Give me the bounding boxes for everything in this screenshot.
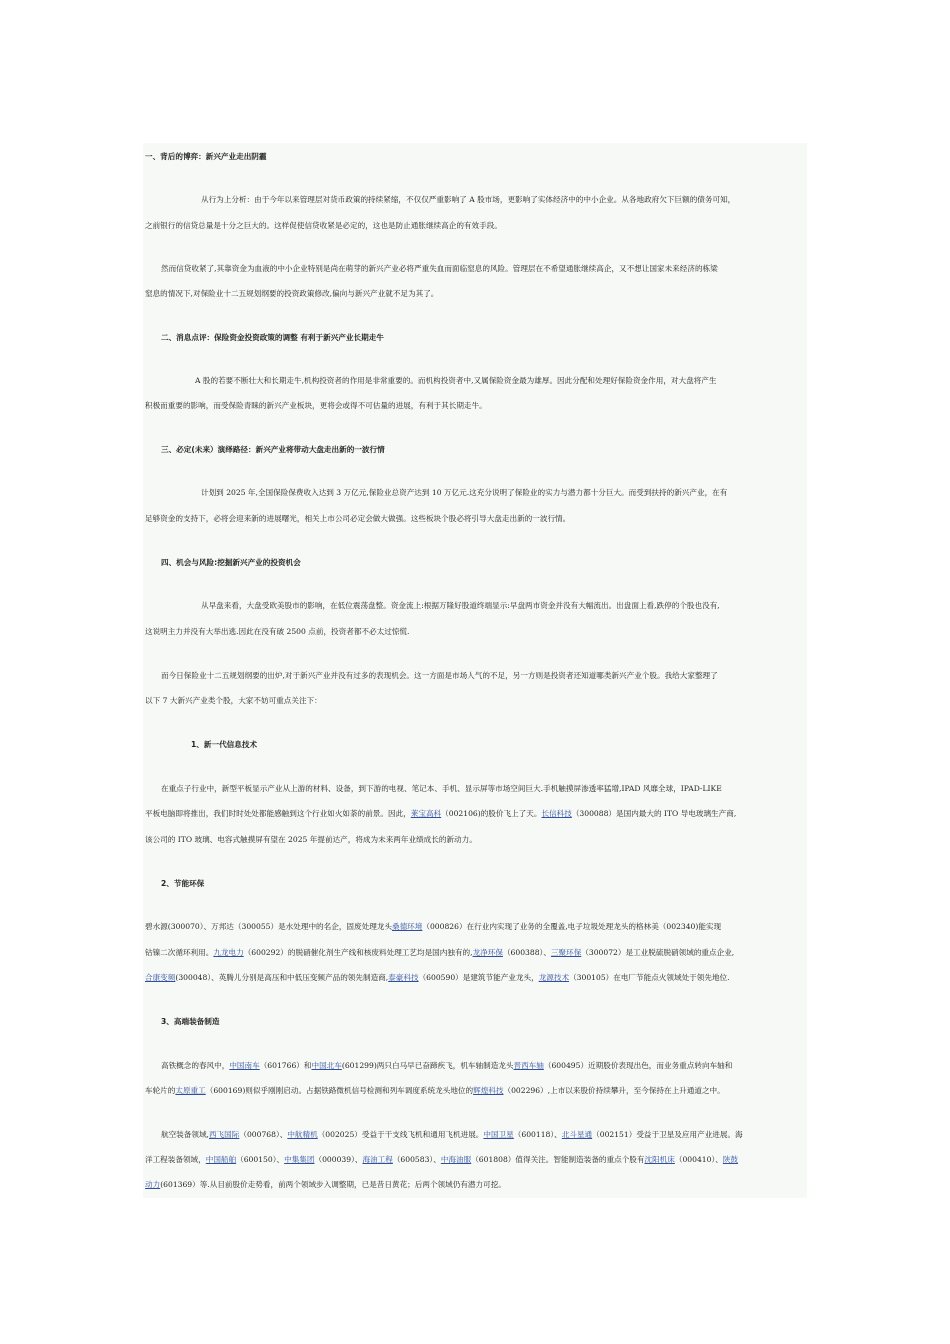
stock-link[interactable]: 桑德环境 [391,922,423,931]
stock-link[interactable]: 泰豪科技 [388,973,419,982]
stock-link[interactable]: 中国卫星 [483,1130,514,1139]
sub3-para1-line-2: 车轮片的太原重工（600169)则似乎刚刚启动。占据铁路微机信号检测和列车调度系统龙头地位的辉煌科技（002296）,上市以来股价持续攀升，至今保持在上升通道之中。 [145,1086,725,1095]
sub2-line-2: 钴镍二次循环利用。九龙电力（600292）的脱硝催化剂生产线和核废料处理工艺均是国内独有的,龙净环保（600388）、三聚环保（300072）是工业脱硫脱硝领域的重点企业, [145,948,735,957]
article-body [143,143,807,1198]
section-heading-3: 三、必定(未来）演绎路径：新兴产业将带动大盘走出新的一波行情 [161,445,385,454]
stock-link[interactable]: 沈阳机床 [644,1155,675,1164]
sub1-line-3: 该公司的 ITO 玻璃、电容式触摸屏有望在 2025 年提前达产，将成为未来两年业绩成长的新动力。 [145,835,477,844]
stock-link[interactable]: 中航精机 [287,1130,318,1139]
stock-link[interactable]: 海油工程 [362,1155,393,1164]
sub3-para2-line-2: 洋工程装备领域，中国船舶（600150）、中集集团（000039）、海油工程（600583）、中海油服（601808）值得关注。智能制造装备的重点个股有沈阳机床（000410）、陕鼓 [145,1155,739,1164]
sub3-para1-line-1: 高铁概念的春风中，中国南车（601766）和中国北车(601299)两只白马早已奋蹄疾飞，机车轴制造龙头晋西车轴（600495）近期股价表现出色，而业务重点转向车轴和 [161,1061,733,1070]
stock-link[interactable]: 长信科技 [541,809,572,818]
paragraph-1-line-2: 之前银行的信贷总量是十分之巨大的。这样促使信贷收紧是必定的，这也是防止通胀继续高企的有效手段。 [145,221,502,230]
stock-link[interactable]: 中集集团 [284,1155,315,1164]
sub2-line-3: 合康变频(300048）、英腾儿分别是高压和中低压变频产品的领先制造商,泰豪科技（600590）是建筑节能产业龙头，龙源技术（300105）在电厂节能点火领域处于领先地位. [145,973,730,982]
stock-link[interactable]: 辉煌科技 [473,1086,504,1095]
stock-link[interactable]: 九龙电力 [213,948,244,957]
subsection-heading-2: 2、节能环保 [161,879,205,888]
stock-link[interactable]: 晋西车轴 [513,1061,544,1070]
paragraph-6-line-1: 而今日保险业十二五规划纲要的出炉,对于新兴产业并没有过多的表现机会。这一方面是市场人气的不足，另一方则是投资者还知道哪类新兴产业个股。我给大家整理了 [161,671,718,680]
stock-link[interactable]: 龙净环保 [472,948,503,957]
stock-link[interactable]: 龙源技术 [538,973,570,982]
sub1-line-2: 平板电脑即将推出，我们时时处处都能感触到这个行业如火如荼的前景。因此，莱宝高科（002106)的股价飞上了天。长信科技（300088）是国内最大的 ITO 导电玻璃生产商, [145,809,737,818]
sub3-para2-line-1: 航空装备领域,西飞国际（000768）、中航精机（002025）受益于干支线飞机和通用飞机进展。中国卫星（600118）、北斗星通（002151）受益于卫星及应用产业进展。海 [161,1130,743,1139]
stock-link[interactable]: 合康变频 [145,973,176,982]
paragraph-4-line-2: 足够资金的支持下，必将会迎来新的进展曙光，相关上市公司必定会做大做强。这些板块个股必将引导大盘走出新的一波行情。 [145,514,571,523]
stock-link[interactable]: 中国船舶 [205,1155,237,1164]
sub2-line-1: 碧水源(300070）、万邦达（300055）是水处理中的名企，固废处理龙头桑德环境（000826）在行业内实现了业务的全覆盖,电子垃圾处理龙头的格林美（002340)能实现 [145,922,722,931]
stock-link[interactable]: 动力 [145,1180,161,1189]
section-heading-2: 二、消息点评：保险资金投资政策的调整 有利于新兴产业长期走牛 [161,333,384,342]
paragraph-2-line-1: 然而信贷收紧了,其靠资金为血液的中小企业特别是尚在萌芽的新兴产业必将严重失血而面临窒息的风险。管理层在不希望通胀继续高企，又不想让国家未来经济的栋梁 [161,264,718,273]
section-heading-1: 一、背后的博弈：新兴产业走出阴霾 [145,152,267,161]
stock-link[interactable]: 三聚环保 [550,948,582,957]
subsection-heading-3: 3、高端装备制造 [161,1017,220,1026]
stock-link[interactable]: 中国南车 [229,1061,260,1070]
sub1-line-1: 在重点子行业中，新型平板显示产业从上游的材料、设备，到下游的电视、笔记本、手机、显示屏等市场空间巨大.手机触摸屏渗透率猛增,IPAD 风靡全球，IPAD-LIKE [161,784,722,793]
paragraph-2-line-2: 窒息的情况下,对保险业十二五规划纲要的投资政策修改,偏向与新兴产业就不足为其了。 [145,289,439,298]
stock-link[interactable]: 西飞国际 [208,1130,240,1139]
section-heading-4: 四、机会与风险:挖掘新兴产业的投资机会 [161,558,301,567]
stock-link[interactable]: 中国北车 [311,1061,342,1070]
paragraph-1-line-1: 从行为上分析：由于今年以来管理层对货币政策的持续紧缩，不仅仅严重影响了 A 股市场，更影响了实体经济中的中小企业。从各地政府欠下巨额的债务可知， [201,195,736,204]
paragraph-4-line-1: 计划到 2025 年,全国保险保费收入达到 3 万亿元,保险业总资产达到 10 万亿元.这充分说明了保险业的实力与潜力都十分巨大。而受到扶持的新兴产业，在有 [201,488,728,497]
stock-link[interactable]: 中海油服 [440,1155,472,1164]
paragraph-3-line-1: A 股的若要不断壮大和长期走牛,机构投资者的作用是非常重要的。而机构投资者中,又属保险资金最为雄厚。因此分配和处理好保险资金作用，对大盘将产生 [195,376,717,385]
paragraph-5-line-1: 从早盘来看，大盘受欧美股市的影响，在低位震荡盘整。资金流上:根据万隆好股道终端显示:早盘两市资金并没有大幅流出。出盘面上看,跌停的个股也没有, [201,601,720,610]
stock-link[interactable]: 陕鼓 [722,1155,739,1164]
subsection-heading-1: 1、新一代信息技术 [191,740,258,749]
paragraph-3-line-2: 积极而重要的影响，而受保险青睐的新兴产业板块，更将会或得不可估量的进展，有利于其长期走牛。 [145,401,487,410]
sub3-para2-line-3: 动力(601369）等.从目前股价走势看，前两个领域步入调整期，已是昔日黄花；后两个领域仍有潜力可挖。 [145,1180,506,1189]
paragraph-6-line-2: 以下 7 大新兴产业类个股，大家不妨可重点关注下： [145,696,322,705]
stock-link[interactable]: 北斗星通 [561,1130,593,1139]
stock-link[interactable]: 莱宝高科 [410,809,442,818]
stock-link[interactable]: 太原重工 [175,1086,206,1095]
paragraph-5-line-2: 这说明主力并没有大举出逃.因此在没有破 2500 点前，投资者都不必太过惊慌. [145,627,410,636]
